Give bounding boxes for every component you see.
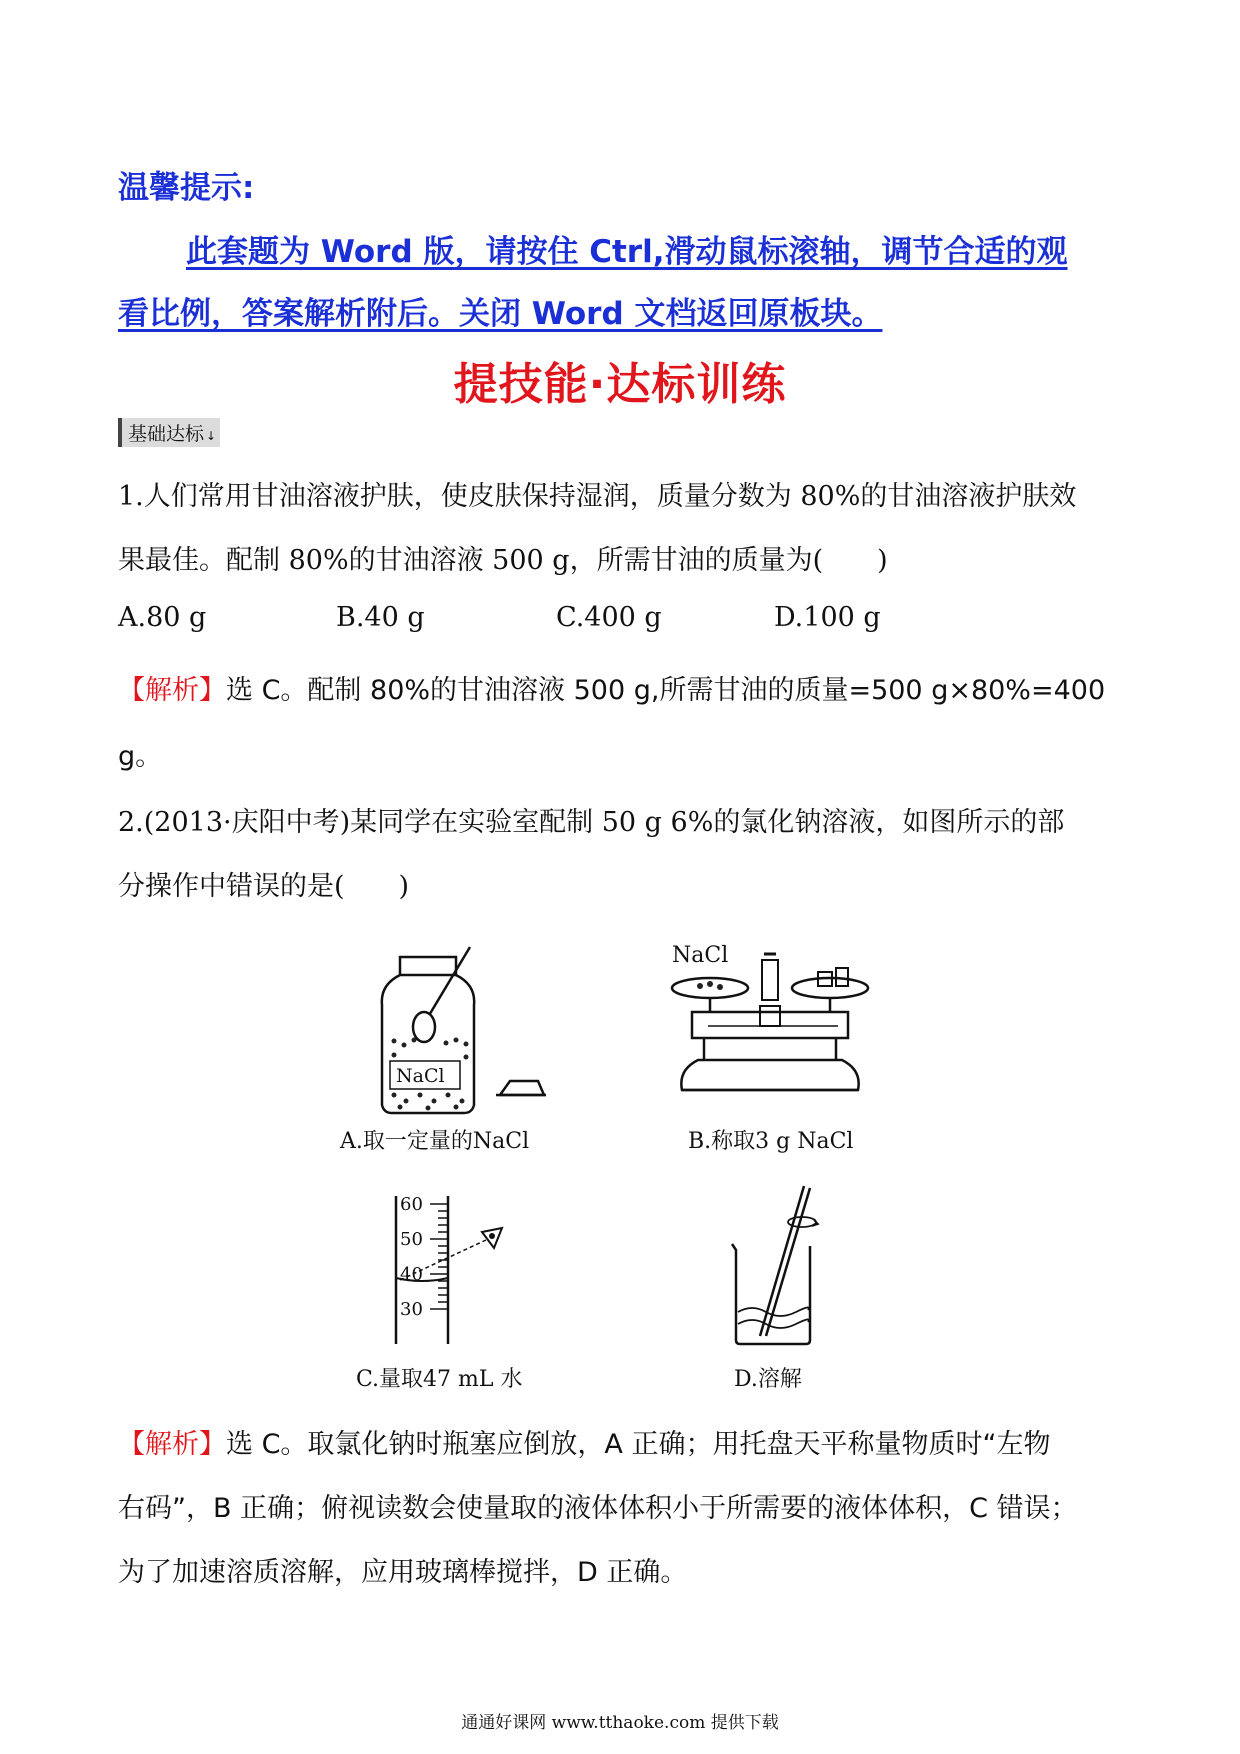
q2-line-2: 分操作中错误的是( ): [118, 871, 410, 902]
page-title: 提技能·达标训练: [453, 359, 787, 410]
analysis-tag: 【解析】: [118, 675, 226, 706]
figure-b-balance: [668, 940, 878, 1110]
q1-analysis-line-1: [118, 668, 1105, 707]
section-label: [118, 418, 220, 447]
tip-line-1[interactable]: 此套题为 Word 版，请按住 Ctrl,滑动鼠标滚轴，调节合适的观: [186, 234, 1068, 270]
section-label-text: 基础达标: [128, 423, 205, 445]
figure-d-beaker: [722, 1180, 842, 1350]
figure-c-cylinder: [390, 1190, 520, 1350]
caption-a: A.取一定量的NaCl: [340, 1129, 530, 1154]
q1-line-1: 1.人们常用甘油溶液护肤，使皮肤保持湿润，质量分数为 80%的甘油溶液护肤效: [118, 481, 1077, 512]
tick-50: 50: [400, 1229, 423, 1250]
footer: 通通好课网 www.tthaoke.com 提供下载: [461, 1713, 779, 1733]
tip-line-2[interactable]: 看比例，答案解析附后。关闭 Word 文档返回原板块。: [118, 296, 883, 332]
q1-option-c: C.400 g: [556, 602, 662, 633]
caption-d: D.溶解: [734, 1367, 802, 1392]
q2-analysis-text: 选 C。取氯化钠时瓶塞应倒放，A 正确；用托盘天平称量物质时“左物: [226, 1429, 1051, 1460]
balance-label: NaCl: [672, 943, 729, 968]
tick-60: 60: [400, 1194, 423, 1215]
q1-analysis-line-2: g。: [118, 741, 163, 772]
caption-b: B.称取3 g NaCl: [688, 1129, 854, 1154]
q1-option-a: A.80 g: [118, 602, 207, 633]
analysis-tag: 【解析】: [118, 1429, 226, 1460]
q2-analysis-line-2: 右码”，B 正确；俯视读数会使量取的液体体积小于所需要的液体体积，C 错误；: [118, 1493, 1078, 1524]
q1-option-b: B.40 g: [336, 602, 425, 633]
jar-label: NaCl: [396, 1065, 445, 1087]
q2-analysis-line-1: [118, 1422, 1050, 1461]
down-arrow-icon: ↓: [206, 429, 217, 443]
q1-line-2: 果最佳。配制 80%的甘油溶液 500 g，所需甘油的质量为( ): [118, 545, 888, 576]
q2-line-1: 2.(2013·庆阳中考)某同学在实验室配制 50 g 6%的氯化钠溶液，如图所示的部: [118, 807, 1065, 838]
caption-c: C.量取47 mL 水: [356, 1367, 523, 1392]
figure-a-jar: [380, 945, 550, 1120]
tick-30: 30: [400, 1299, 423, 1320]
q1-option-d: D.100 g: [774, 602, 881, 633]
q2-analysis-line-3: 为了加速溶质溶解，应用玻璃棒搅拌，D 正确。: [118, 1557, 688, 1588]
tip-title: 温馨提示:: [118, 170, 255, 206]
q1-analysis-text: 选 C。配制 80%的甘油溶液 500 g,所需甘油的质量=500 g×80%=400: [226, 675, 1106, 706]
tick-40: 40: [400, 1264, 423, 1285]
